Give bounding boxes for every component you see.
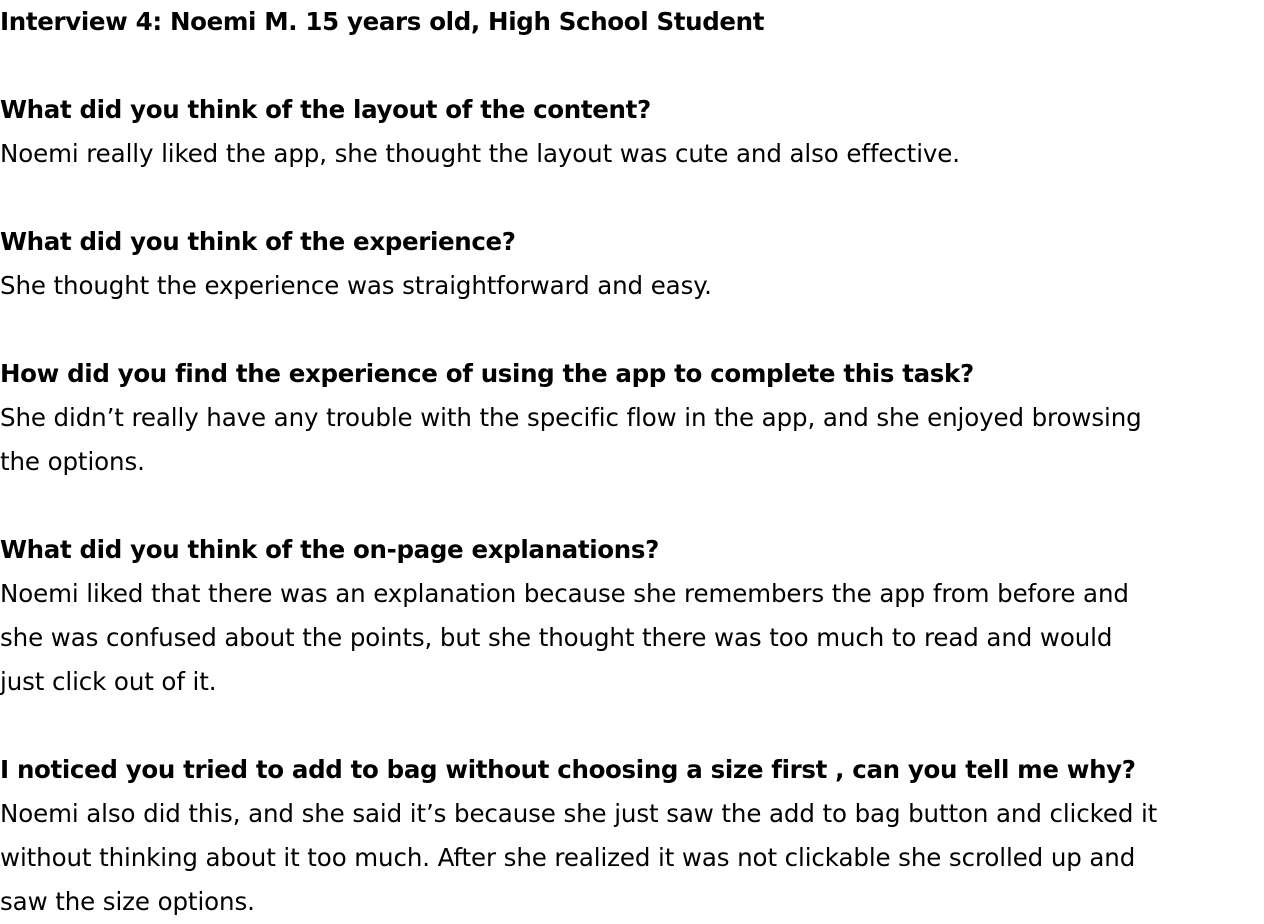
question-experience: What did you think of the experience?: [0, 227, 516, 256]
answer-experience-line-1: She thought the experience was straightforward and easy.: [0, 271, 712, 300]
answer-add-to-bag-line-2: without thinking about it too much. After she realized it was not clickable she scrolled up and: [0, 843, 1136, 872]
question-layout: What did you think of the layout of the content?: [0, 95, 651, 124]
answer-task-completion-line-1: She didn’t really have any trouble with the specific flow in the app, and she enjoyed browsing: [0, 403, 1142, 432]
answer-task-completion-line-2: the options.: [0, 447, 145, 476]
answer-add-to-bag-line-3: saw the size options.: [0, 887, 255, 916]
question-explanations: What did you think of the on-page explanations?: [0, 535, 659, 564]
answer-add-to-bag-line-1: Noemi also did this, and she said it’s because she just saw the add to bag button and clicked it: [0, 799, 1158, 828]
question-add-to-bag: I noticed you tried to add to bag without choosing a size first , can you tell me why?: [0, 755, 1136, 784]
answer-explanations-line-2: she was confused about the points, but she thought there was too much to read and would: [0, 623, 1113, 652]
answer-explanations-line-3: just click out of it.: [0, 667, 217, 696]
answer-layout-line-1: Noemi really liked the app, she thought the layout was cute and also effective.: [0, 139, 960, 168]
answer-explanations-line-1: Noemi liked that there was an explanation because she remembers the app from before and: [0, 579, 1129, 608]
question-task-completion: How did you find the experience of using the app to complete this task?: [0, 359, 974, 388]
document-title: Interview 4: Noemi M. 15 years old, High School Student: [0, 7, 765, 36]
